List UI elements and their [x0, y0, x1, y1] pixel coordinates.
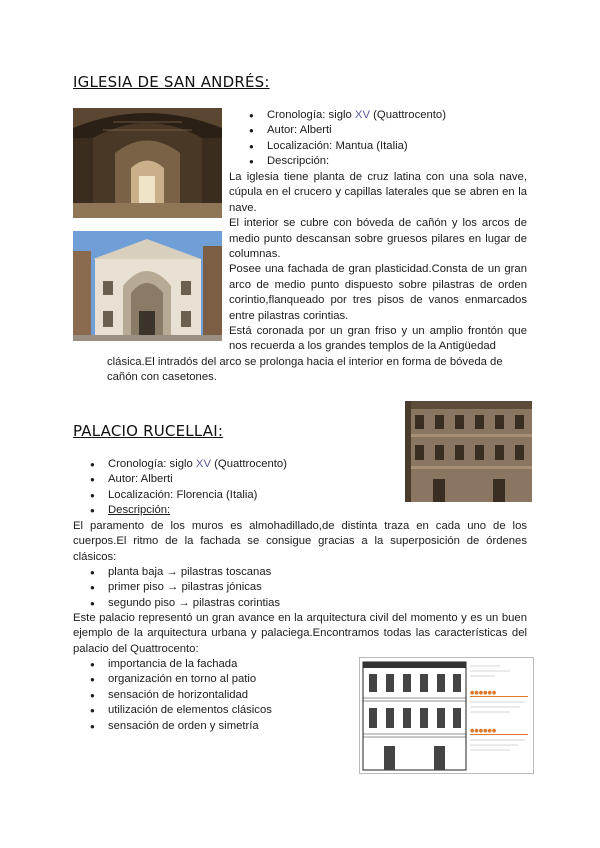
order-ground-floor: ● planta baja → pilastras toscanas [90, 565, 390, 580]
fact-description-label: ● Descripción: [249, 154, 529, 169]
palace-photo [405, 401, 532, 502]
church-facts-list [249, 108, 529, 170]
paragraph-interior: El interior se cubre con bóveda de cañón y los arcos de medio punto descansan sobre gruesos pilares en lugar de columnas. [229, 217, 527, 261]
church-description [229, 170, 527, 355]
feature-classical: ● utilización de elementos clásicos [90, 703, 350, 718]
feature-facade: ● importancia de la fachada [90, 657, 350, 672]
feature-order: ● sensación de orden y simetría [90, 719, 350, 734]
paragraph-intrados: clásica.El intradós del arco se prolonga hacia el interior en forma de bóveda de cañón con casetones. [107, 356, 503, 384]
fact-author: ● Autor: Alberti [249, 123, 529, 138]
svg-text:●●●●●●: ●●●●●● [470, 690, 497, 696]
section-title-rucellai: PALACIO RUCELLAI: [73, 422, 224, 440]
paragraph-civil-architecture: Este palacio representó un gran avance en la arquitectura civil del momento y es un buen ejemplo de la arquitectura urbana y palaciega.Encontramos todas las características del palacio del Quattrocento: [73, 612, 527, 655]
paragraph-facade: Posee una fachada de gran plasticidad.Consta de un gran arco de medio punto dispuesto sobre pilastras de orden corintio,flanqueado por tres pisos de vanos enmarcados entre pilastras corintias. [229, 263, 527, 322]
interior-nave-photo [73, 108, 222, 218]
fact-author: ● Autor: Alberti [90, 472, 390, 487]
church-facade-photo [73, 231, 222, 341]
palace-elevation-drawing [359, 657, 534, 774]
order-first-floor: ● primer piso → pilastras jónicas [90, 580, 390, 595]
svg-text:●●●●●●: ●●●●●● [470, 728, 497, 734]
fact-description-label: ● Descripción: [90, 503, 390, 518]
fact-location: ● Localización: Florencia (Italia) [90, 488, 390, 503]
orders-list [90, 565, 390, 611]
fact-location: ● Localización: Mantua (Italia) [249, 139, 529, 154]
fact-chronology: ● Cronología: siglo XV (Quattrocento) [249, 108, 529, 123]
paragraph-pediment: Está coronada por un gran friso y un amplio frontón que nos recuerda a los grandes templos de la Antigüedad [229, 325, 527, 353]
paragraph-plan: La iglesia tiene planta de cruz latina con una sola nave, cúpula en el crucero y capillas laterales que se abren en la nave. [229, 171, 527, 214]
order-second-floor: ● segundo piso → pilastras corintias [90, 596, 390, 611]
feature-patio: ● organización en torno al patio [90, 672, 350, 687]
palace-facts-list [90, 457, 390, 519]
fact-chronology: ● Cronología: siglo XV (Quattrocento) [90, 457, 390, 472]
section-title-san-andres: IGLESIA DE SAN ANDRÉS: [73, 73, 270, 91]
paragraph-rusticated-walls: El paramento de los muros es almohadillado,de distinta traza en cada uno de los cuerpos.El ritmo de la fachada se consigue gracias a la superposición de órdenes clásicos: [73, 520, 527, 563]
feature-horizontality: ● sensación de horizontalidad [90, 688, 350, 703]
features-list [90, 657, 350, 734]
